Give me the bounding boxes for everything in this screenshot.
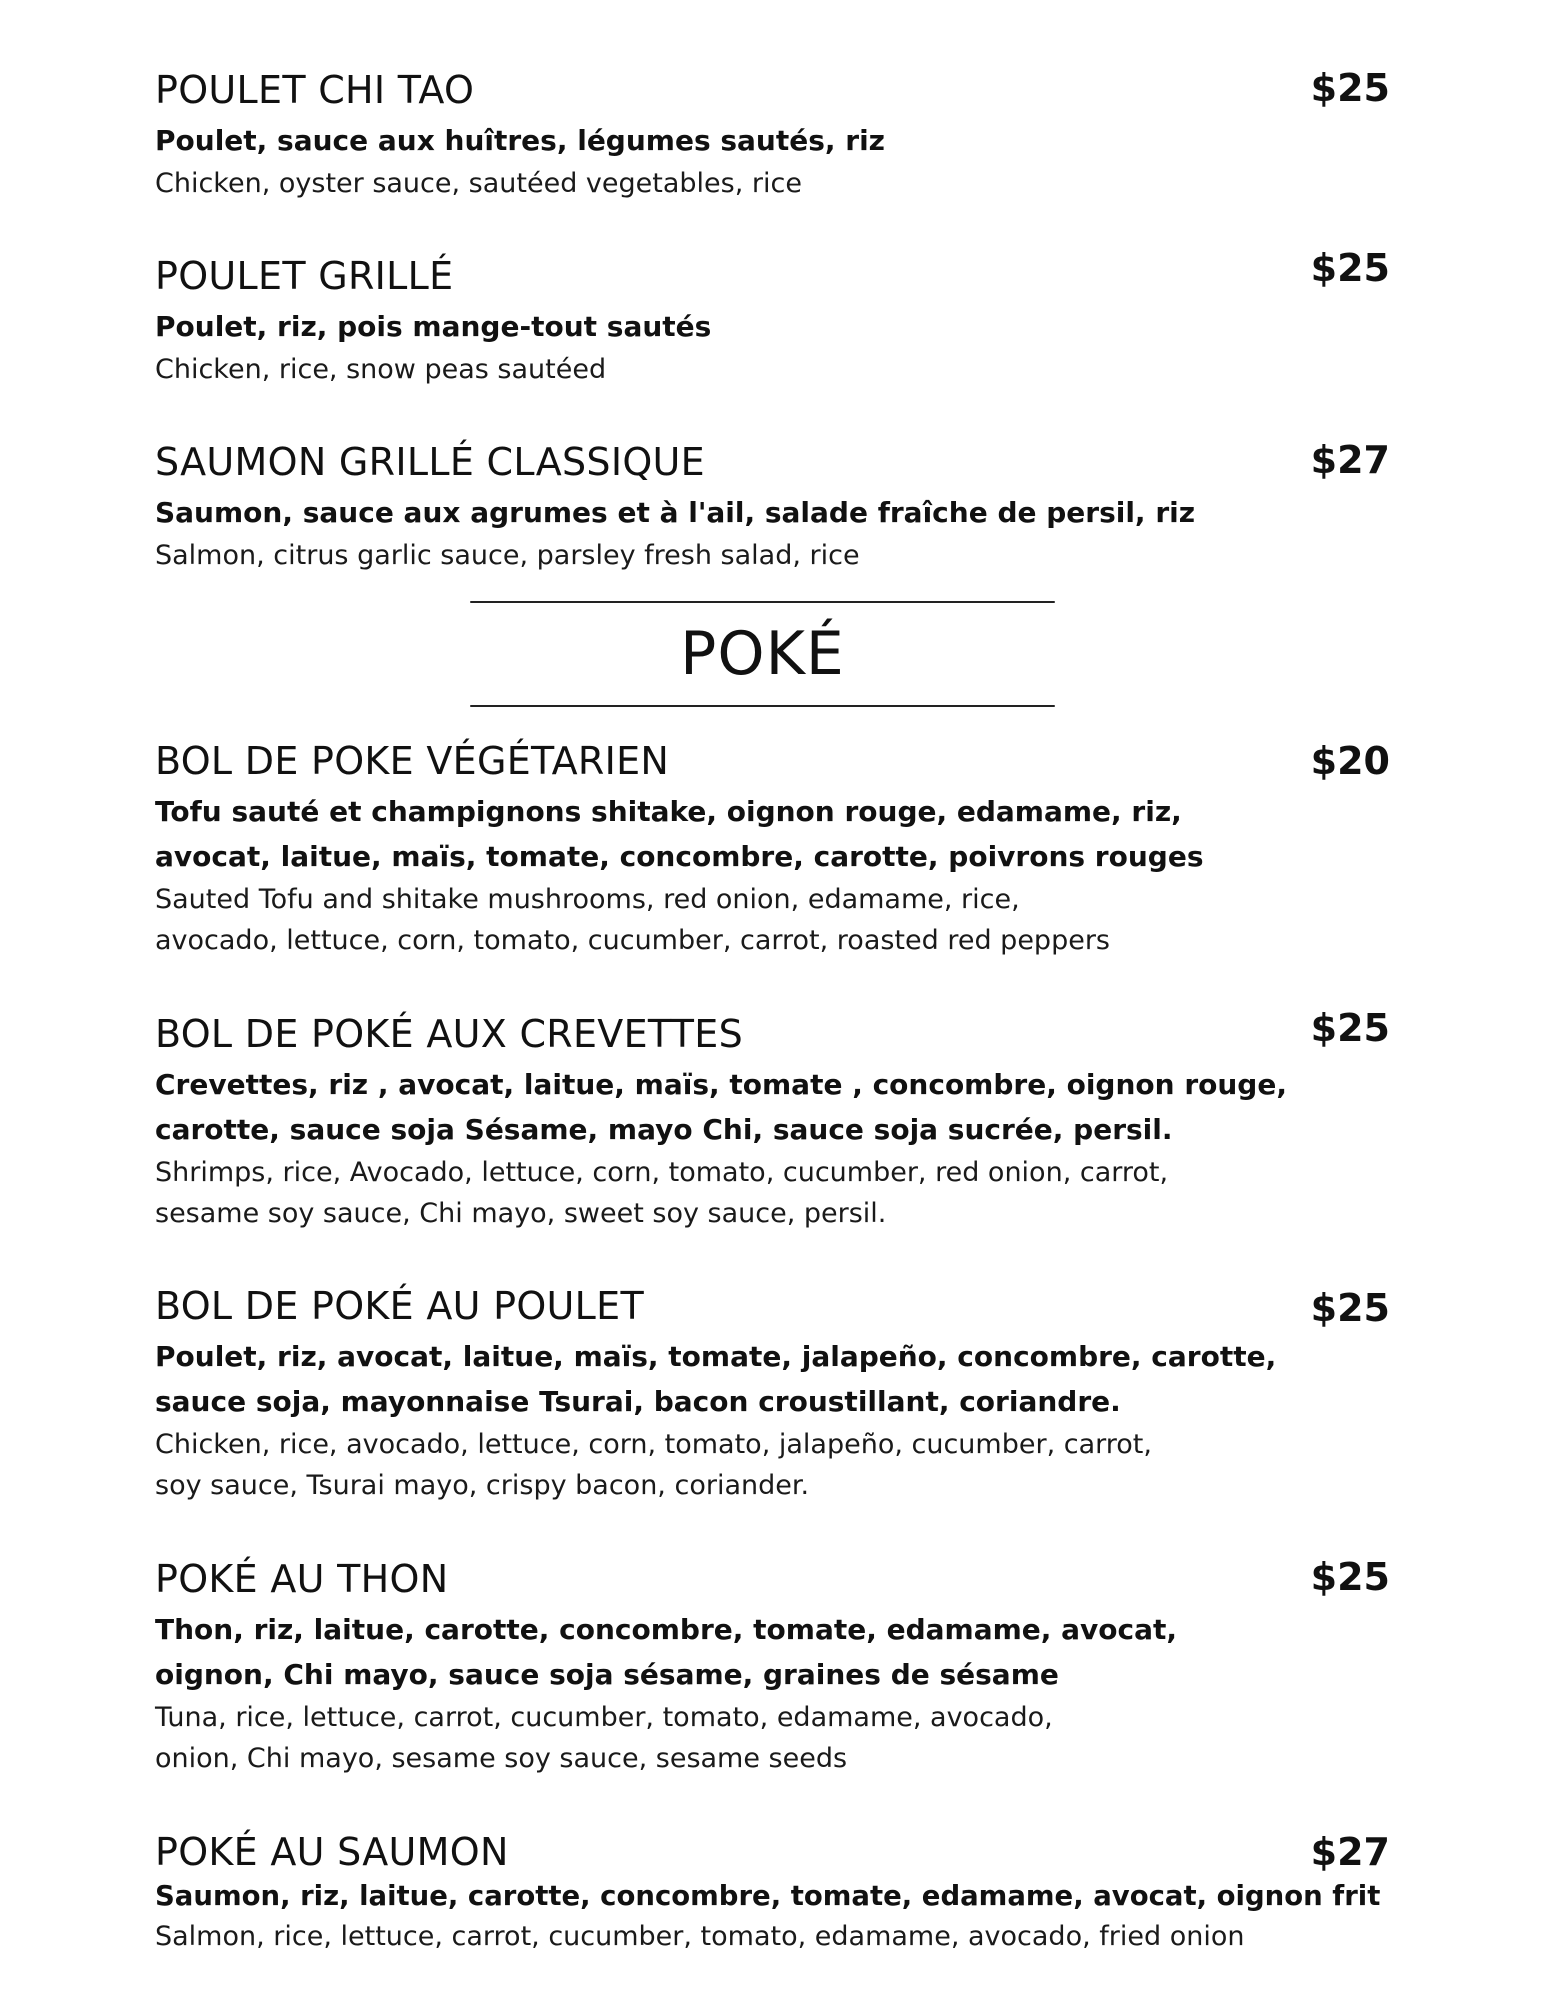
menu-item-bol-poke-poulet — [155, 1282, 1390, 1506]
item-description-en: Sauted Tofu and shitake mushrooms, red onion, edamame, rice, — [155, 884, 1020, 915]
item-description-en: soy sauce, Tsurai mayo, crispy bacon, coriander. — [155, 1470, 810, 1501]
item-price: $25 — [1310, 1555, 1390, 1599]
item-name: SAUMON GRILLÉ CLASSIQUE — [155, 440, 705, 484]
item-price: $20 — [1310, 739, 1390, 783]
item-description-en: Salmon, rice, lettuce, carrot, cucumber, tomato, edamame, avocado, fried onion — [155, 1921, 1245, 1952]
item-price: $25 — [1310, 1286, 1390, 1330]
item-description-fr: carotte, sauce soja Sésame, mayo Chi, sauce soja sucrée, persil. — [155, 1113, 1173, 1146]
item-price: $25 — [1310, 1006, 1390, 1050]
item-description-fr: Crevettes, riz , avocat, laitue, maïs, tomate , concombre, oignon rouge, — [155, 1068, 1287, 1101]
item-header — [155, 1828, 1390, 1876]
section-rule-bottom — [470, 705, 1055, 707]
item-price: $27 — [1310, 1830, 1390, 1874]
item-description-en: Tuna, rice, lettuce, carrot, cucumber, tomato, edamame, avocado, — [155, 1702, 1053, 1733]
menu-item-saumon-grille-classique — [155, 438, 1390, 576]
item-description-fr: Thon, riz, laitue, carotte, concombre, tomate, edamame, avocat, — [155, 1613, 1178, 1646]
item-description-en: sesame soy sauce, Chi mayo, sweet soy sauce, persil. — [155, 1198, 887, 1229]
item-description-fr: sauce soja, mayonnaise Tsurai, bacon croustillant, coriandre. — [155, 1385, 1121, 1418]
section-title: POKÉ — [680, 619, 845, 689]
menu-item-poulet-chi-tao — [155, 66, 1390, 204]
item-description-en: Chicken, rice, snow peas sautéed — [155, 354, 607, 385]
section-rule-top — [470, 601, 1055, 603]
item-description-fr: Saumon, riz, laitue, carotte, concombre, tomate, edamame, avocat, oignon frit — [155, 1880, 1381, 1912]
item-description-fr: Saumon, sauce aux agrumes et à l'ail, salade fraîche de persil, riz — [155, 496, 1196, 529]
menu-item-poke-saumon — [155, 1828, 1390, 1957]
item-header — [155, 66, 1390, 114]
item-description-en: onion, Chi mayo, sesame soy sauce, sesame seeds — [155, 1743, 848, 1774]
item-description-fr: Poulet, riz, avocat, laitue, maïs, tomate, jalapeño, concombre, carotte, — [155, 1340, 1277, 1373]
item-description-fr: Poulet, riz, pois mange-tout sautés — [155, 310, 712, 343]
item-description-en: Salmon, citrus garlic sauce, parsley fresh salad, rice — [155, 540, 860, 571]
menu-item-poke-thon — [155, 1555, 1390, 1779]
item-header — [155, 737, 1390, 785]
item-name: POKÉ AU THON — [155, 1557, 449, 1601]
item-header — [155, 438, 1390, 486]
item-description-fr: avocat, laitue, maïs, tomate, concombre, carotte, poivrons rouges — [155, 840, 1204, 873]
item-header — [155, 1282, 1390, 1330]
item-name: BOL DE POKE VÉGÉTARIEN — [155, 739, 670, 783]
item-description-fr: Tofu sauté et champignons shitake, oignon rouge, edamame, riz, — [155, 795, 1182, 828]
item-price: $25 — [1310, 246, 1390, 290]
item-name: POULET GRILLÉ — [155, 254, 454, 298]
item-description-en: Shrimps, rice, Avocado, lettuce, corn, tomato, cucumber, red onion, carrot, — [155, 1157, 1169, 1188]
item-header — [155, 246, 1390, 300]
item-name: BOL DE POKÉ AUX CREVETTES — [155, 1012, 744, 1056]
menu-item-bol-poke-vegetarien — [155, 737, 1390, 961]
item-description-fr: oignon, Chi mayo, sauce soja sésame, graines de sésame — [155, 1658, 1059, 1691]
item-description-en: Chicken, oyster sauce, sautéed vegetables, rice — [155, 168, 802, 199]
item-description-en: Chicken, rice, avocado, lettuce, corn, tomato, jalapeño, cucumber, carrot, — [155, 1429, 1152, 1460]
item-price: $27 — [1310, 438, 1390, 482]
item-header — [155, 1555, 1390, 1603]
item-header — [155, 1006, 1390, 1058]
item-price: $25 — [1310, 66, 1390, 110]
menu-item-bol-poke-crevettes — [155, 1006, 1390, 1234]
menu-item-poulet-grille — [155, 246, 1390, 390]
item-description-en: avocado, lettuce, corn, tomato, cucumber, carrot, roasted red peppers — [155, 925, 1110, 956]
item-name: POULET CHI TAO — [155, 68, 475, 112]
item-name: POKÉ AU SAUMON — [155, 1830, 509, 1874]
item-description-fr: Poulet, sauce aux huîtres, légumes sautés, riz — [155, 124, 885, 157]
item-name: BOL DE POKÉ AU POULET — [155, 1284, 644, 1328]
